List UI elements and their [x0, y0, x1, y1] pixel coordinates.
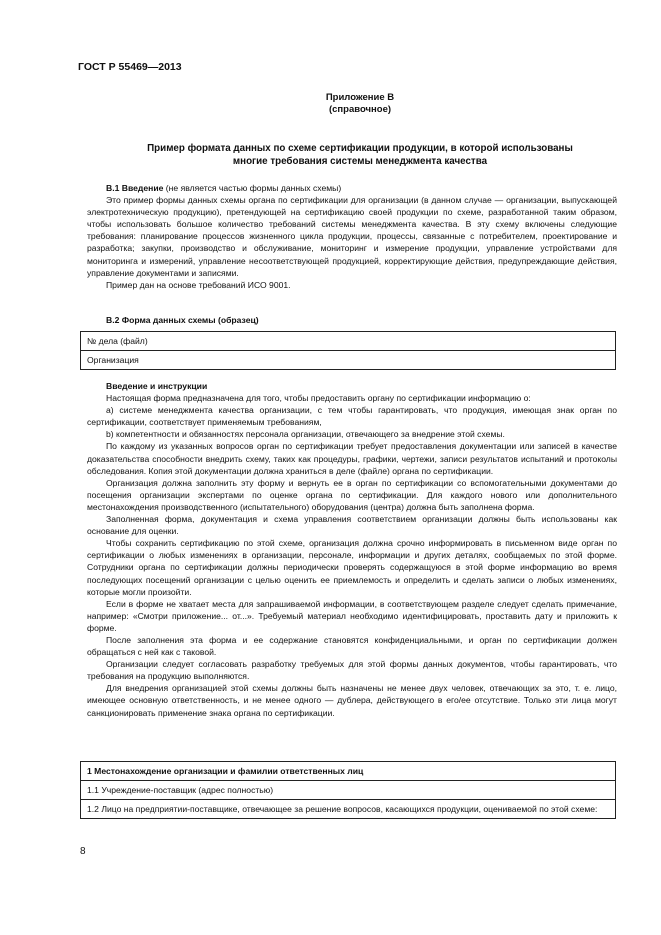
intro-paragraph: Организации следует согласовать разработку требуемых для этой формы данных документов, чтобы гарантировать, что требования на продукцию выполняются.: [87, 659, 617, 682]
main-title-line-2: многие требования системы менеджмента качества: [232, 156, 488, 167]
location-responsible-table: [80, 761, 616, 819]
intro-paragraph: b) компетентности и обязанностях персонала организации, отвечающего за внедрение этой схемы.: [106, 429, 505, 440]
section-b1-paragraph: Пример дан на основе требований ИСО 9001.: [106, 279, 291, 290]
document-header-code: ГОСТ Р 55469—2013: [78, 61, 182, 73]
intro-paragraph: Если в форме не хватает места для запрашиваемой информации, в соответствующем разделе следует сделать примечание, например: «Смотри приложение... от...». Требуемый материал необходимо идентифицировать, проставить дату и приложить к форме.: [87, 598, 617, 633]
intro-heading: Введение и инструкции: [106, 381, 208, 391]
section-b2-heading-wrap: [87, 314, 617, 326]
intro-paragraph: а) системе менеджмента качества организации, с тем чтобы гарантировать, что продукция, имеющая знак орган по сертификации, соответствует применяемым требованиям,: [87, 405, 617, 428]
supplier-establishment-row: 1.1 Учреждение-поставщик (адрес полностью): [81, 780, 615, 799]
case-info-table: [80, 331, 616, 370]
section-b1-paragraph: Это пример формы данных схемы органа по сертификации для организации (в данном случае — организации, выпускающей электротехническую продукцию), претендующей на сертификацию своей продукции по схеме, разработанной таким образом, чтобы использовать большое количество требований системы менеджмента качества. В эту схему включены следующие требования: планирование процессов жизненного цикла продукции, процессы, связанные с потребителем, проектирование и разработка; закупки, производство и обслуживание, мониторинг и измерение продукции, управление устройствами для мониторинга и измерений, управление несоответствующей продукцией, корректирующие действия, предупреждающие действия, управление документами и записями.: [87, 195, 617, 278]
organization-row: Организация: [81, 350, 615, 369]
intro-paragraph: Настоящая форма предназначена для того, чтобы предоставить органу по сертификации информацию о:: [106, 393, 531, 404]
intro-paragraph: По каждому из указанных вопросов орган по сертификации требует предоставления документации или записей в качестве доказательства способности внедрить схему, таких как процедуры, графики, чертежи, записи результатов испытаний и протоколы обследования. Копия этой документации должна храниться в деле (файле) органа по сертификации.: [87, 441, 617, 476]
supplier-responsible-person-row: 1.2 Лицо на предприятии-поставщике, отвечающее за решение вопросов, касающихся продукции, оцениваемой по этой схеме:: [81, 799, 615, 818]
page-number: 8: [80, 846, 86, 857]
section-b1-heading-note: (не является частью формы данных схемы): [163, 183, 342, 193]
section-b1-heading: [87, 182, 617, 194]
appendix-subtitle: (справочное): [328, 104, 392, 115]
intro-paragraph: Чтобы сохранить сертификацию по этой схеме, организация должна срочно информировать в письменном виде орган по сертификации о любых изменениях в организации, персонале, информации и других деталях, сообщаемых по этой форме. Сотрудники органа по сертификации должны периодически проверять содержащуюся в этой форме информацию во время последующих посещений организации с целью оценить ее приемлемость и определить и сделать записи о любых изменениях, которые могли произойти.: [87, 538, 617, 597]
section-1-heading-row: 1 Местонахождение организации и фамилии ответственных лиц: [87, 766, 364, 776]
main-title: [60, 142, 660, 168]
section-b1: [87, 182, 617, 291]
intro-paragraph: Заполненная форма, документация и схема управления соответствием организации должны быть использованы как основание для оценки.: [87, 514, 617, 537]
appendix-title: Приложение В: [325, 92, 395, 103]
intro-paragraph: Для внедрения организацией этой схемы должны быть назначены не менее двух человек, отвечающих за это, т. е. лицо, имеющее основную ответственность, и не менее одного — дублера, действующего в его/ее отсутствие. Только эти лица могут санкционировать применение знака органа по сертификации.: [87, 683, 617, 718]
main-title-line-1: Пример формата данных по схеме сертификации продукции, в которой использованы: [147, 143, 573, 154]
intro-section: [87, 380, 617, 719]
intro-paragraph: Организация должна заполнить эту форму и вернуть ее в орган по сертификации со вспомогательными документами до посещения организации экспертами по оценке органа по сертификации. Для каждого нового или дополнительного местонахождения производственного (испытательного) оборудования (центра) должна быть заполнена форма.: [87, 477, 617, 512]
case-number-row: № дела (файл): [87, 336, 148, 346]
intro-paragraph: После заполнения эта форма и ее содержание становятся конфиденциальными, и орган по сертификации должен обращаться с ней как с таковой.: [87, 634, 617, 658]
section-b1-heading-text: В.1 Введение: [106, 183, 164, 193]
appendix-label: [60, 92, 660, 116]
section-b2-heading: В.2 Форма данных схемы (образец): [106, 315, 259, 325]
